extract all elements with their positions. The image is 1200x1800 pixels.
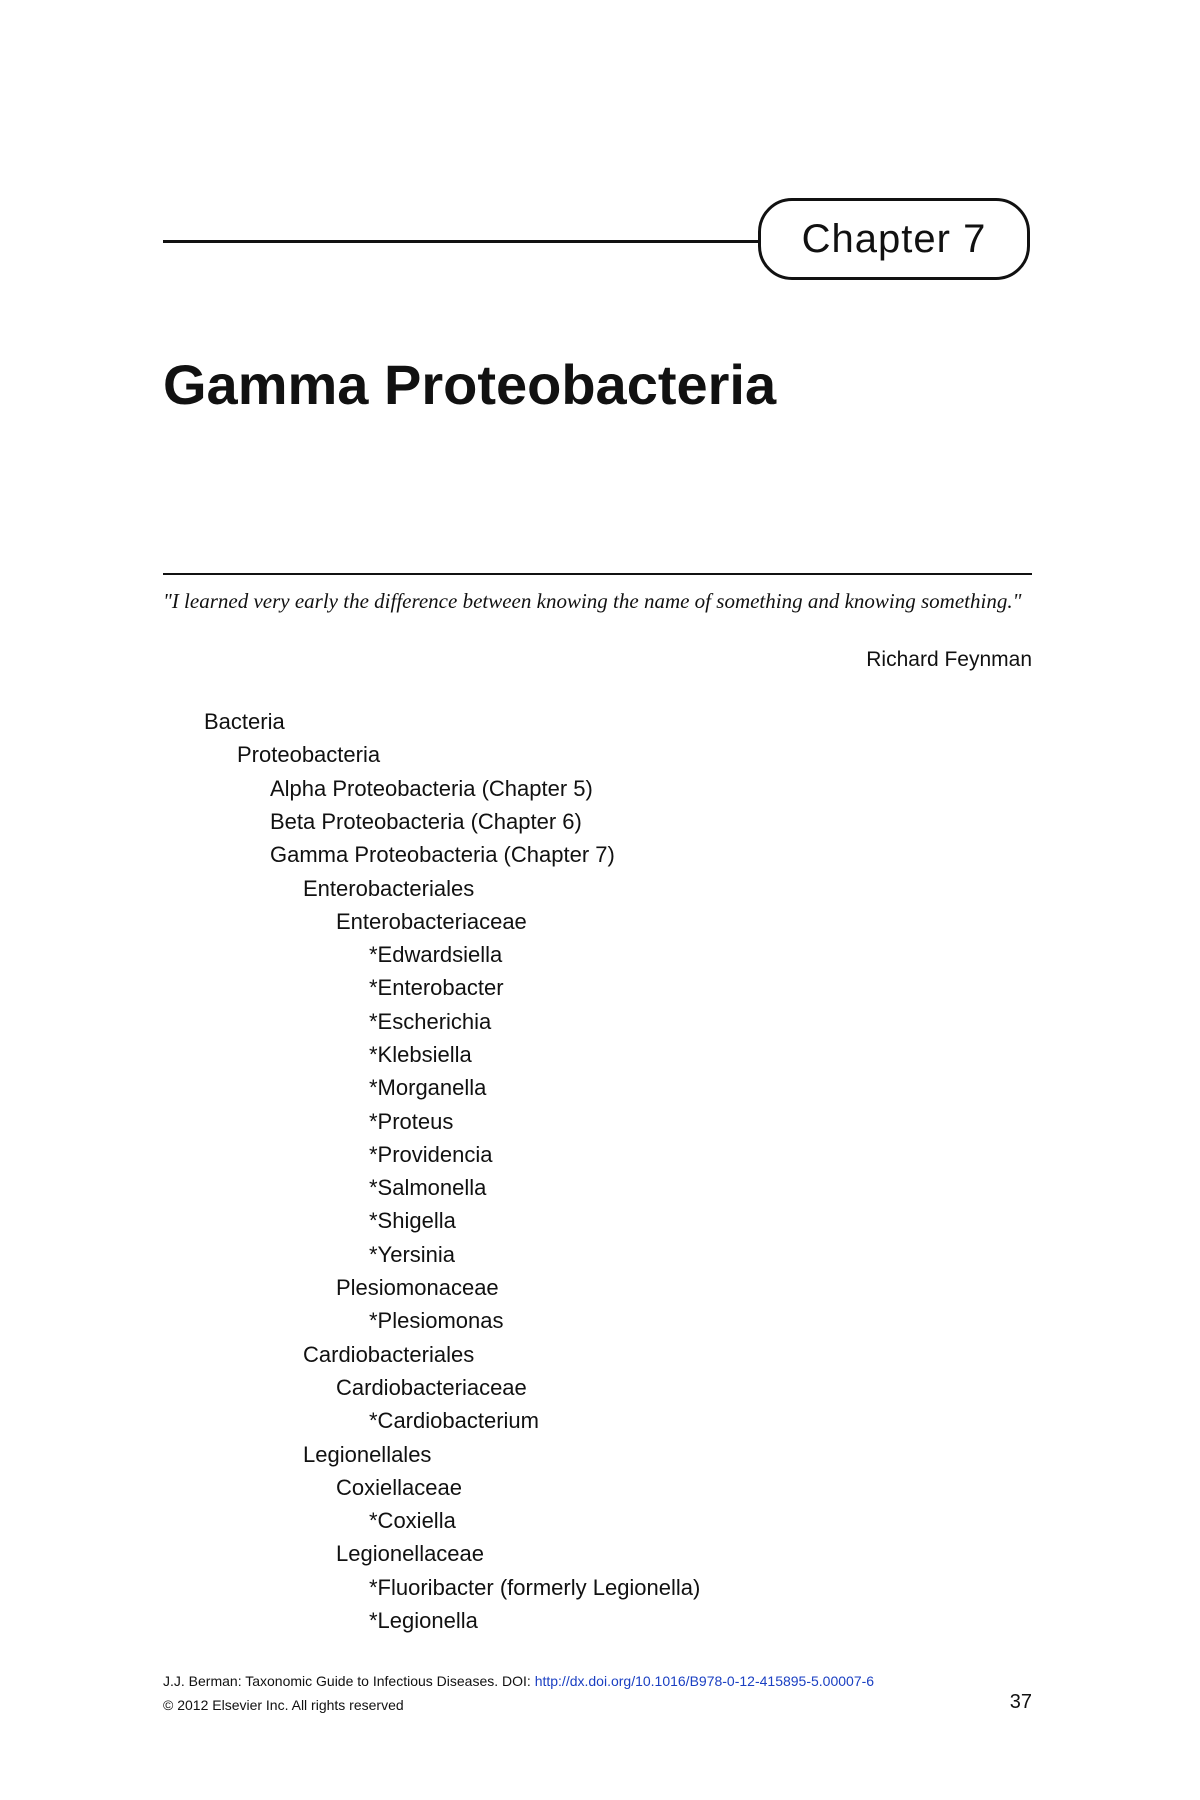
footer-citation: [163, 1673, 874, 1689]
taxonomy-item: *Escherichia: [369, 1009, 492, 1034]
chapter-header-rule: [163, 240, 760, 243]
taxonomy-item: Enterobacteriaceae: [336, 909, 527, 934]
taxonomy-item: Plesiomonaceae: [336, 1275, 499, 1300]
taxonomy-item: *Providencia: [369, 1142, 493, 1167]
taxonomy-item: *Edwardsiella: [369, 942, 503, 967]
taxonomy-item: *Klebsiella: [369, 1042, 472, 1067]
chapter-title: Gamma Proteobacteria: [163, 353, 777, 416]
taxonomy-item: Legionellaceae: [336, 1541, 485, 1566]
epigraph-quote: "I learned very early the difference between knowing the name of something and knowing something.": [163, 589, 1022, 613]
taxonomy-item: *Legionella: [369, 1608, 478, 1633]
taxonomy-item: *Cardiobacterium: [369, 1408, 539, 1433]
taxonomy-item: *Coxiella: [369, 1508, 456, 1533]
taxonomy-item: Legionellales: [303, 1442, 432, 1467]
doi-link[interactable]: http://dx.doi.org/10.1016/B978-0-12-415895-5.00007-6: [534, 1673, 875, 1689]
taxonomy-item: *Morganella: [369, 1075, 487, 1100]
taxonomy-item: Cardiobacteriales: [303, 1342, 475, 1367]
taxonomy-item: *Proteus: [369, 1109, 454, 1134]
taxonomy-item: Enterobacteriales: [303, 876, 475, 901]
page-number: 37: [1009, 1691, 1032, 1713]
taxonomy-item: *Enterobacter: [369, 975, 504, 1000]
taxonomy-item: *Fluoribacter (formerly Legionella): [369, 1575, 701, 1600]
taxonomy-item: *Plesiomonas: [369, 1308, 504, 1333]
citation-text: J.J. Berman: Taxonomic Guide to Infectious Diseases. DOI:: [163, 1673, 531, 1689]
footer-copyright: © 2012 Elsevier Inc. All rights reserved: [163, 1697, 404, 1713]
taxonomy-item: Cardiobacteriaceae: [336, 1375, 527, 1400]
taxonomy-item: Proteobacteria: [237, 742, 381, 767]
taxonomy-item: Bacteria: [204, 709, 285, 734]
taxonomy-item: *Yersinia: [369, 1242, 456, 1267]
taxonomy-item: Alpha Proteobacteria (Chapter 5): [270, 776, 593, 801]
epigraph-author: Richard Feynman: [866, 648, 1032, 671]
taxonomy-item: Gamma Proteobacteria (Chapter 7): [270, 842, 615, 867]
taxonomy-item: *Salmonella: [369, 1175, 487, 1200]
taxonomy-item: Beta Proteobacteria (Chapter 6): [270, 809, 582, 834]
taxonomy-item: Coxiellaceae: [336, 1475, 462, 1500]
chapter-label: Chapter 7: [758, 198, 1030, 280]
epigraph-rule: [163, 573, 1032, 575]
taxonomy-item: *Shigella: [369, 1208, 456, 1233]
